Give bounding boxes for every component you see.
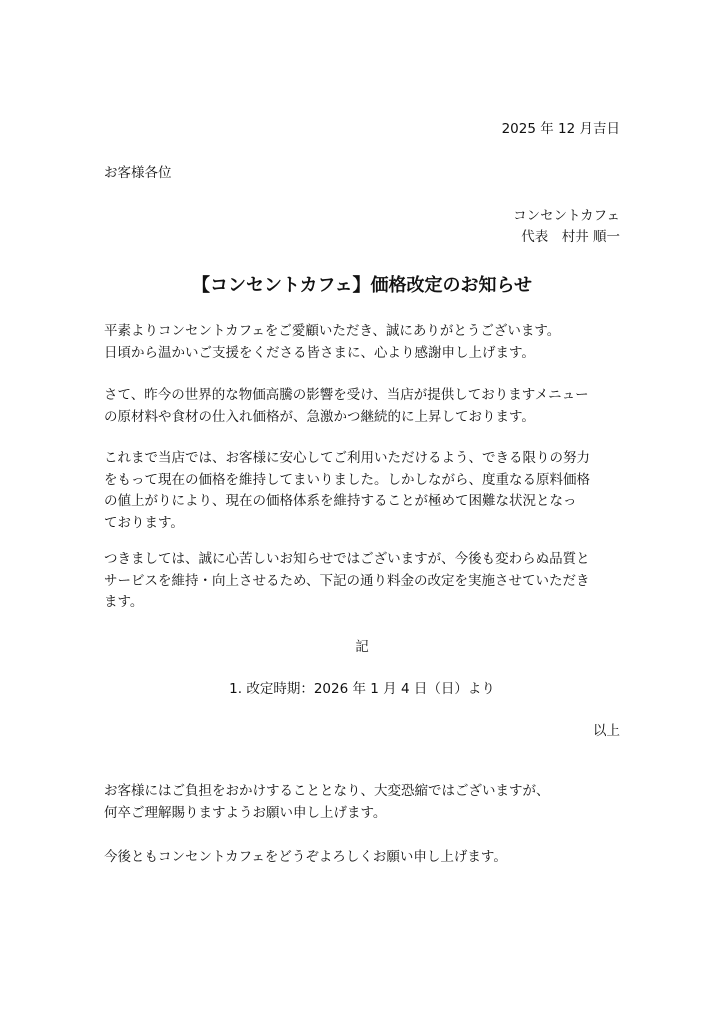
notice-title: 【コンセントカフェ】価格改定のお知らせ <box>191 275 533 296</box>
paragraph-line: 日頃から温かいご支援をくださる皆さまに、心より感謝申し上げます。 <box>104 344 535 361</box>
closing-paragraph <box>104 781 620 824</box>
addressee: お客様各位 <box>104 165 172 181</box>
revision-item-1: 1. 改定時期：2026 年 1 月 4 日（日）より <box>229 681 495 697</box>
paragraph-line: ております。 <box>104 514 184 531</box>
document-date: 2025 年 12 月吉日 <box>501 121 620 137</box>
final-greeting: 今後ともコンセントカフェをどうぞよろしくお願い申し上げます。 <box>104 849 507 865</box>
paragraph-line: の値上がりにより、現在の価格体系を維持することが極めて困難な状況となっ <box>104 493 577 509</box>
paragraph-line: 平素よりコンセントカフェをご愛顧いただき、誠にありがとうございます。 <box>104 323 561 339</box>
paragraph-line: つきましては、誠に心苦しいお知らせではございますが、今後も変わらぬ品質と <box>104 551 590 567</box>
paragraph-line: をもって現在の価格を維持してまいりました。しかしながら、度重なる原料価格 <box>104 471 590 488</box>
paragraph-2 <box>104 385 620 428</box>
paragraph-line: 何卒ご理解賜りますようお願い申し上げます。 <box>104 804 387 821</box>
paragraph-line: お客様にはご負担をおかけすることとなり、大変恐縮ではございますが、 <box>104 783 550 799</box>
paragraph-3 <box>104 448 620 534</box>
sender-company: コンセントカフェ <box>513 208 620 224</box>
paragraph-line: ます。 <box>104 594 144 610</box>
paragraph-4 <box>104 549 620 614</box>
ijo-closing-mark: 以上 <box>593 723 620 739</box>
paragraph-1 <box>104 321 620 364</box>
paragraph-line: これまで当店では、お客様に安心してご利用いただけるよう、できる限りの努力 <box>104 450 590 466</box>
ki-heading: 記 <box>355 639 369 655</box>
paragraph-line: サービスを維持・向上させるため、下記の通り料金の改定を実施させていただき <box>104 572 590 589</box>
paragraph-line: の原材料や食材の仕入れ価格が、急激かつ継続的に上昇しております。 <box>104 408 535 425</box>
sender-representative: 代表 村井 順一 <box>521 229 620 245</box>
paragraph-line: さて、昨今の世界的な物価高騰の影響を受け、当店が提供しておりますメニュー <box>104 387 589 403</box>
